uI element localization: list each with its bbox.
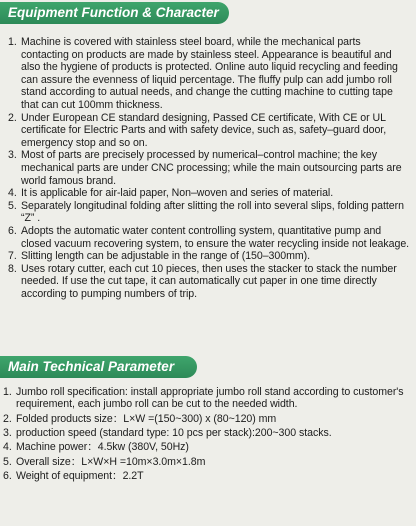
list-item <box>0 200 416 225</box>
item-text: Folded products size：L×W =(150~300) x (80~120) mm <box>16 412 277 425</box>
list-item <box>0 413 416 425</box>
list-item <box>0 36 416 112</box>
item-text: Separately longitudinal folding after slitting the roll into several slips, folding pattern “Z” . <box>21 199 404 225</box>
item-number: 6. <box>8 224 17 237</box>
equipment-function-list <box>0 36 416 300</box>
item-number: 6. <box>3 469 12 482</box>
item-text: Slitting length can be adjustable in the range of (150–300mm). <box>21 250 311 263</box>
item-number: 4. <box>8 187 17 200</box>
item-text: Machine is covered with stainless steel board, while the mechanical parts contacting on products are made by stainless steel. Appearance is beautiful and also the hygiene of products is protected. Online auto liquid recycling and feeding can assure the evenness of liquid percentage. The fluffy pulp can add jumbo roll stand according to autual needs, and change the cutting machine to cutting tape that can cut 100mm thickness. <box>21 36 398 111</box>
item-number: 8. <box>8 262 17 275</box>
list-item <box>0 225 416 250</box>
section-header-equipment-function: Equipment Function & Character <box>0 2 229 24</box>
item-text: Under European CE standard designing, Passed CE certificate, With CE or UL certificate for Electric Parts and with safety device, such as, safety–guard door, emergency stop and so on. <box>21 111 387 149</box>
list-item <box>0 470 416 482</box>
item-text: Weight of equipment：2.2T <box>16 469 144 482</box>
item-number: 1. <box>3 386 12 398</box>
item-number: 2. <box>3 412 12 425</box>
item-number: 3. <box>8 149 17 162</box>
item-number: 5. <box>8 199 17 212</box>
list-item <box>0 112 416 150</box>
item-text: Most of parts are precisely processed by numerical–control machine; the key mechanical parts are under CNC processing; while the main outsourcing parts are world famous brand. <box>21 149 402 187</box>
item-number: 1. <box>8 36 17 48</box>
item-text: It is applicable for air-laid paper, Non–woven and series of material. <box>21 187 334 200</box>
item-text: Machine power：4.5kw (380V, 50Hz) <box>16 441 189 454</box>
list-item <box>0 427 416 439</box>
list-item <box>0 149 416 187</box>
item-text: production speed (standard type: 10 pcs per stack):200~300 stacks. <box>16 427 332 439</box>
list-item <box>0 386 416 411</box>
item-number: 5. <box>3 455 12 468</box>
list-item <box>0 187 416 200</box>
item-number: 7. <box>8 250 17 263</box>
technical-parameter-list <box>0 386 416 484</box>
item-text: Overall size：L×W×H =10m×3.0m×1.8m <box>16 455 206 468</box>
item-text: Uses rotary cutter, each cut 10 pieces, then uses the stacker to stack the number needed. If use the cut tape, it can automatically cut paper in one time directly according to pumping numbers of trip. <box>21 262 397 300</box>
list-item <box>0 441 416 453</box>
item-number: 3. <box>3 427 12 439</box>
item-number: 4. <box>3 441 12 454</box>
item-text: Jumbo roll specification: install appropriate jumbo roll stand according to customer's requirement, each jumbo roll can be cut to the needed width. <box>16 386 404 411</box>
section-header-technical-parameter: Main Technical Parameter <box>0 356 197 378</box>
list-item <box>0 250 416 263</box>
list-item <box>0 263 416 301</box>
item-number: 2. <box>8 111 17 124</box>
list-item <box>0 456 416 468</box>
item-text: Adopts the automatic water content controlling system, quantitative pump and closed vacuum recovering system, to ensure the water recycling inside not leakage. <box>21 224 410 250</box>
